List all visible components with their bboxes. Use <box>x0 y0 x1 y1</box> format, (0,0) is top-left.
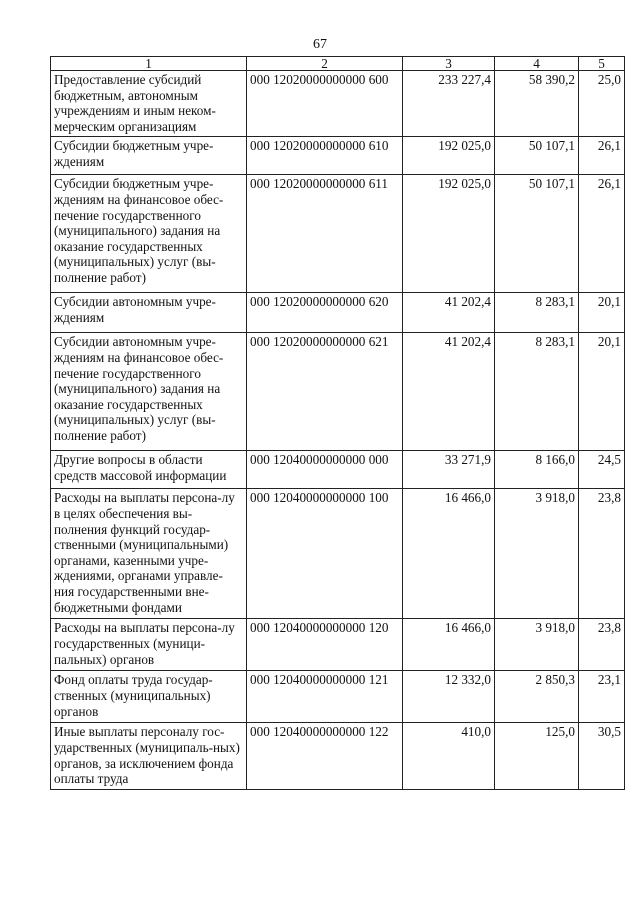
row-percent-cell: 23,1 <box>579 671 625 723</box>
row-actual-cell: 58 390,2 <box>495 71 579 137</box>
column-header-2: 2 <box>247 57 403 71</box>
row-actual-cell: 125,0 <box>495 723 579 789</box>
row-percent-cell: 20,1 <box>579 333 625 451</box>
row-percent-cell: 25,0 <box>579 71 625 137</box>
row-code-cell: 000 12020000000000 611 <box>247 175 403 293</box>
table-row <box>51 293 625 333</box>
row-actual-cell: 3 918,0 <box>495 619 579 671</box>
row-code-cell: 000 12040000000000 121 <box>247 671 403 723</box>
row-plan-cell: 16 466,0 <box>403 619 495 671</box>
row-percent-cell: 20,1 <box>579 293 625 333</box>
row-actual-cell: 8 283,1 <box>495 293 579 333</box>
table-row <box>51 671 625 723</box>
row-percent-cell: 23,8 <box>579 619 625 671</box>
row-name-cell: Иные выплаты персоналу гос-ударственных (муниципаль-ных) органов, за исключением фонда оплаты труда <box>51 723 247 789</box>
row-actual-cell: 50 107,1 <box>495 175 579 293</box>
row-name-cell: Субсидии автономным учре-ждениям <box>51 293 247 333</box>
table-row <box>51 489 625 619</box>
row-actual-cell: 8 166,0 <box>495 451 579 489</box>
row-percent-cell: 26,1 <box>579 175 625 293</box>
page-number: 67 <box>313 37 327 52</box>
row-plan-cell: 192 025,0 <box>403 137 495 175</box>
row-name-cell: Другие вопросы в области средств массовой информации <box>51 451 247 489</box>
column-header-5: 5 <box>579 57 625 71</box>
row-name-cell: Фонд оплаты труда государ-ственных (муниципальных) органов <box>51 671 247 723</box>
column-header-1: 1 <box>51 57 247 71</box>
row-name-cell: Субсидии автономным учре-ждениям на финансовое обес-печение государственного (муниципального) задания на оказание государственных (муниципальных) услуг (вы-полнение работ) <box>51 333 247 451</box>
row-code-cell: 000 12040000000000 000 <box>247 451 403 489</box>
row-actual-cell: 50 107,1 <box>495 137 579 175</box>
row-percent-cell: 23,8 <box>579 489 625 619</box>
table-row <box>51 71 625 137</box>
table-row <box>51 451 625 489</box>
row-name-cell: Субсидии бюджетным учре-ждениям <box>51 137 247 175</box>
row-code-cell: 000 12020000000000 610 <box>247 137 403 175</box>
row-name-cell: Предоставление субсидий бюджетным, автономным учреждениям и иным неком-мерческим организациям <box>51 71 247 137</box>
row-plan-cell: 410,0 <box>403 723 495 789</box>
row-actual-cell: 3 918,0 <box>495 489 579 619</box>
column-header-4: 4 <box>495 57 579 71</box>
table-row <box>51 723 625 789</box>
row-plan-cell: 192 025,0 <box>403 175 495 293</box>
row-plan-cell: 12 332,0 <box>403 671 495 723</box>
row-plan-cell: 233 227,4 <box>403 71 495 137</box>
header-row <box>51 57 625 71</box>
column-header-3: 3 <box>403 57 495 71</box>
table-row <box>51 137 625 175</box>
row-plan-cell: 16 466,0 <box>403 489 495 619</box>
row-name-cell: Расходы на выплаты персона-лу в целях обеспечения вы-полнения функций государ-ственными (муниципальными) органами, казенными учре-ждениями, органами управле-ния государственными вне-бюджетными фондами <box>51 489 247 619</box>
table-body <box>51 71 625 790</box>
row-code-cell: 000 12040000000000 100 <box>247 489 403 619</box>
row-plan-cell: 41 202,4 <box>403 293 495 333</box>
row-code-cell: 000 12020000000000 621 <box>247 333 403 451</box>
row-percent-cell: 24,5 <box>579 451 625 489</box>
table-row <box>51 175 625 293</box>
row-plan-cell: 33 271,9 <box>403 451 495 489</box>
row-code-cell: 000 12040000000000 120 <box>247 619 403 671</box>
row-code-cell: 000 12040000000000 122 <box>247 723 403 789</box>
row-code-cell: 000 12020000000000 620 <box>247 293 403 333</box>
row-percent-cell: 26,1 <box>579 137 625 175</box>
row-actual-cell: 2 850,3 <box>495 671 579 723</box>
table-row <box>51 619 625 671</box>
row-name-cell: Субсидии бюджетным учре-ждениям на финансовое обес-печение государственного (муниципального) задания на оказание государственных (муниципальных) услуг (вы-полнение работ) <box>51 175 247 293</box>
row-name-cell: Расходы на выплаты персона-лу государственных (муници-пальных) органов <box>51 619 247 671</box>
row-percent-cell: 30,5 <box>579 723 625 789</box>
row-code-cell: 000 12020000000000 600 <box>247 71 403 137</box>
budget-table <box>50 56 625 790</box>
row-actual-cell: 8 283,1 <box>495 333 579 451</box>
table-row <box>51 333 625 451</box>
row-plan-cell: 41 202,4 <box>403 333 495 451</box>
